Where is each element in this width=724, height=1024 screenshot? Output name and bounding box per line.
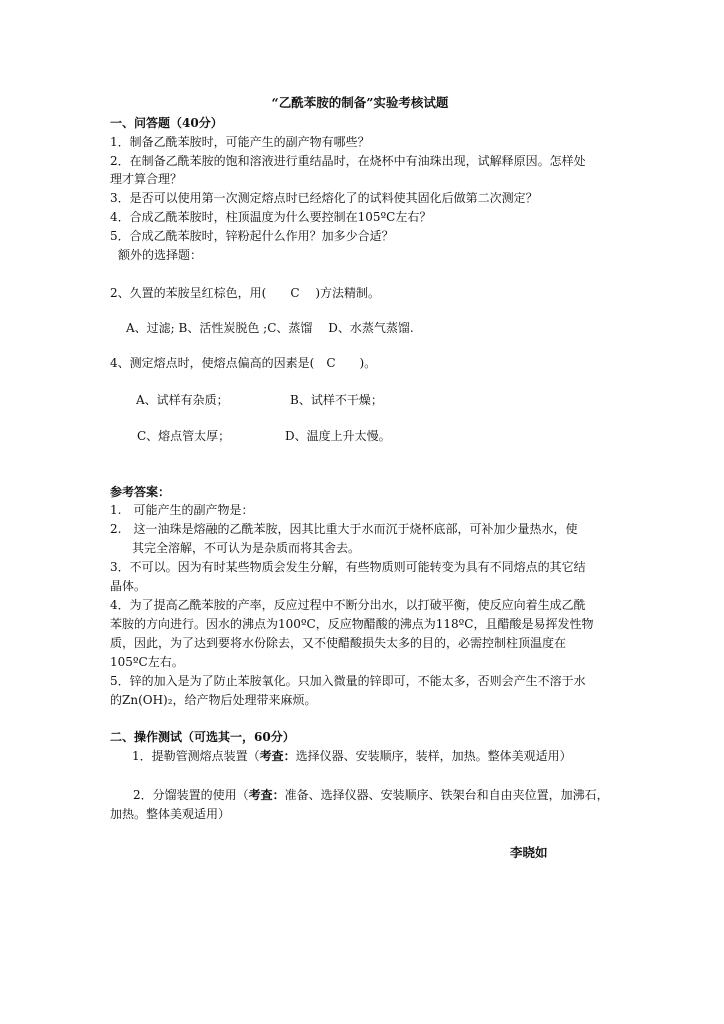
operation-item-1 xyxy=(132,748,672,764)
question-2-cont: 理才算合理？ xyxy=(110,172,183,186)
operation-item-1-prefix: 1．提勒管测熔点装置（ xyxy=(132,749,260,763)
operation-item-2-key: 考查： xyxy=(248,788,285,802)
question-4: 4．合成乙酰苯胺时，柱顶温度为什么要控制在105ºC左右？ xyxy=(110,210,432,224)
operation-item-2 xyxy=(133,787,673,803)
answer-line-9: 105ºC左右。 xyxy=(110,655,184,669)
answer-line-7: 苯胺的方向进行。因水的沸点为100ºC，反应物醋酸的沸点为118ºC，且醋酸是易挥发性物 xyxy=(110,617,594,631)
operation-item-2-cont: 加热。整体美观适用） xyxy=(110,807,231,821)
question-3: 3．是否可以使用第一次测定熔点时已经熔化了的试料使其固化后做第二次测定？ xyxy=(110,191,538,205)
answer-line-3: 其完全溶解，不可认为是杂质而将其舍去。 xyxy=(132,541,361,555)
section1-heading: 一、问答题（40分） xyxy=(110,116,223,130)
choice-4-option-c: C、熔点管太厚； xyxy=(137,429,231,443)
extra-choice-heading: 额外的选择题： xyxy=(118,248,203,262)
choice-4-option-b: B、试样不干燥； xyxy=(290,393,383,407)
operation-item-1-text: 选择仪器、安装顺序，装样，加热。整体美观适用） xyxy=(295,749,572,763)
choice-question-4: 4、测定熔点时，使熔点偏高的因素是( C )。 xyxy=(110,356,377,370)
answer-line-6: 4．为了提高乙酰苯胺的产率，反应过程中不断分出水，以打破平衡，使反应向着生成乙酰 xyxy=(110,598,586,612)
answer-line-5: 晶体。 xyxy=(110,579,147,593)
question-1: 1．制备乙酰苯胺时，可能产生的副产物有哪些？ xyxy=(110,135,370,149)
page-title: “乙酰苯胺的制备”实验考核试题 xyxy=(271,95,449,110)
answers-heading: 参考答案： xyxy=(110,485,171,499)
answer-line-11: 的Zn(OH)₂，给产物后处理带来麻烦。 xyxy=(110,693,317,707)
operation-item-2-text: 准备、选择仪器、安装顺序、铁架台和自由夹位置，加沸石， xyxy=(284,788,609,802)
choice-question-2-options: A、过滤; B、活性炭脱色 ;C、蒸馏 D、水蒸气蒸馏. xyxy=(126,321,414,335)
choice-question-2: 2、久置的苯胺呈红棕色，用( C )方法精制。 xyxy=(110,286,380,300)
answer-line-10: 5．锌的加入是为了防止苯胺氧化。只加入微量的锌即可，不能太多，否则会产生不溶于水 xyxy=(110,674,586,688)
choice-4-option-a: A、试样有杂质； xyxy=(136,393,229,407)
answer-line-4: 3．不可以。因为有时某些物质会发生分解，有些物质则可能转变为具有不同熔点的其它结 xyxy=(110,560,586,574)
question-2: 2．在制备乙酰苯胺的饱和溶液进行重结晶时，在烧杯中有油珠出现，试解释原因。怎样处 xyxy=(110,154,586,168)
question-5: 5．合成乙酰苯胺时，锌粉起什么作用？加多少合适？ xyxy=(110,229,394,243)
choice-4-option-d: D、温度上升太慢。 xyxy=(285,429,391,443)
section2-heading: 二、操作测试（可选其一，60分） xyxy=(110,730,295,744)
operation-item-2-prefix: 2．分馏装置的使用（ xyxy=(133,788,249,802)
author-signature: 李晓如 xyxy=(510,845,548,860)
answer-line-1: 1. 可能产生的副产物是： xyxy=(110,503,254,517)
operation-item-1-key: 考查： xyxy=(259,749,296,763)
answer-line-2: 2. 这一油珠是熔融的乙酰苯胺，因其比重大于水而沉于烧杯底部，可补加少量热水，使 xyxy=(110,522,578,536)
answer-line-8: 质，因此，为了达到要将水份除去，又不使醋酸损失太多的目的，必需控制柱顶温度在 xyxy=(110,636,567,650)
